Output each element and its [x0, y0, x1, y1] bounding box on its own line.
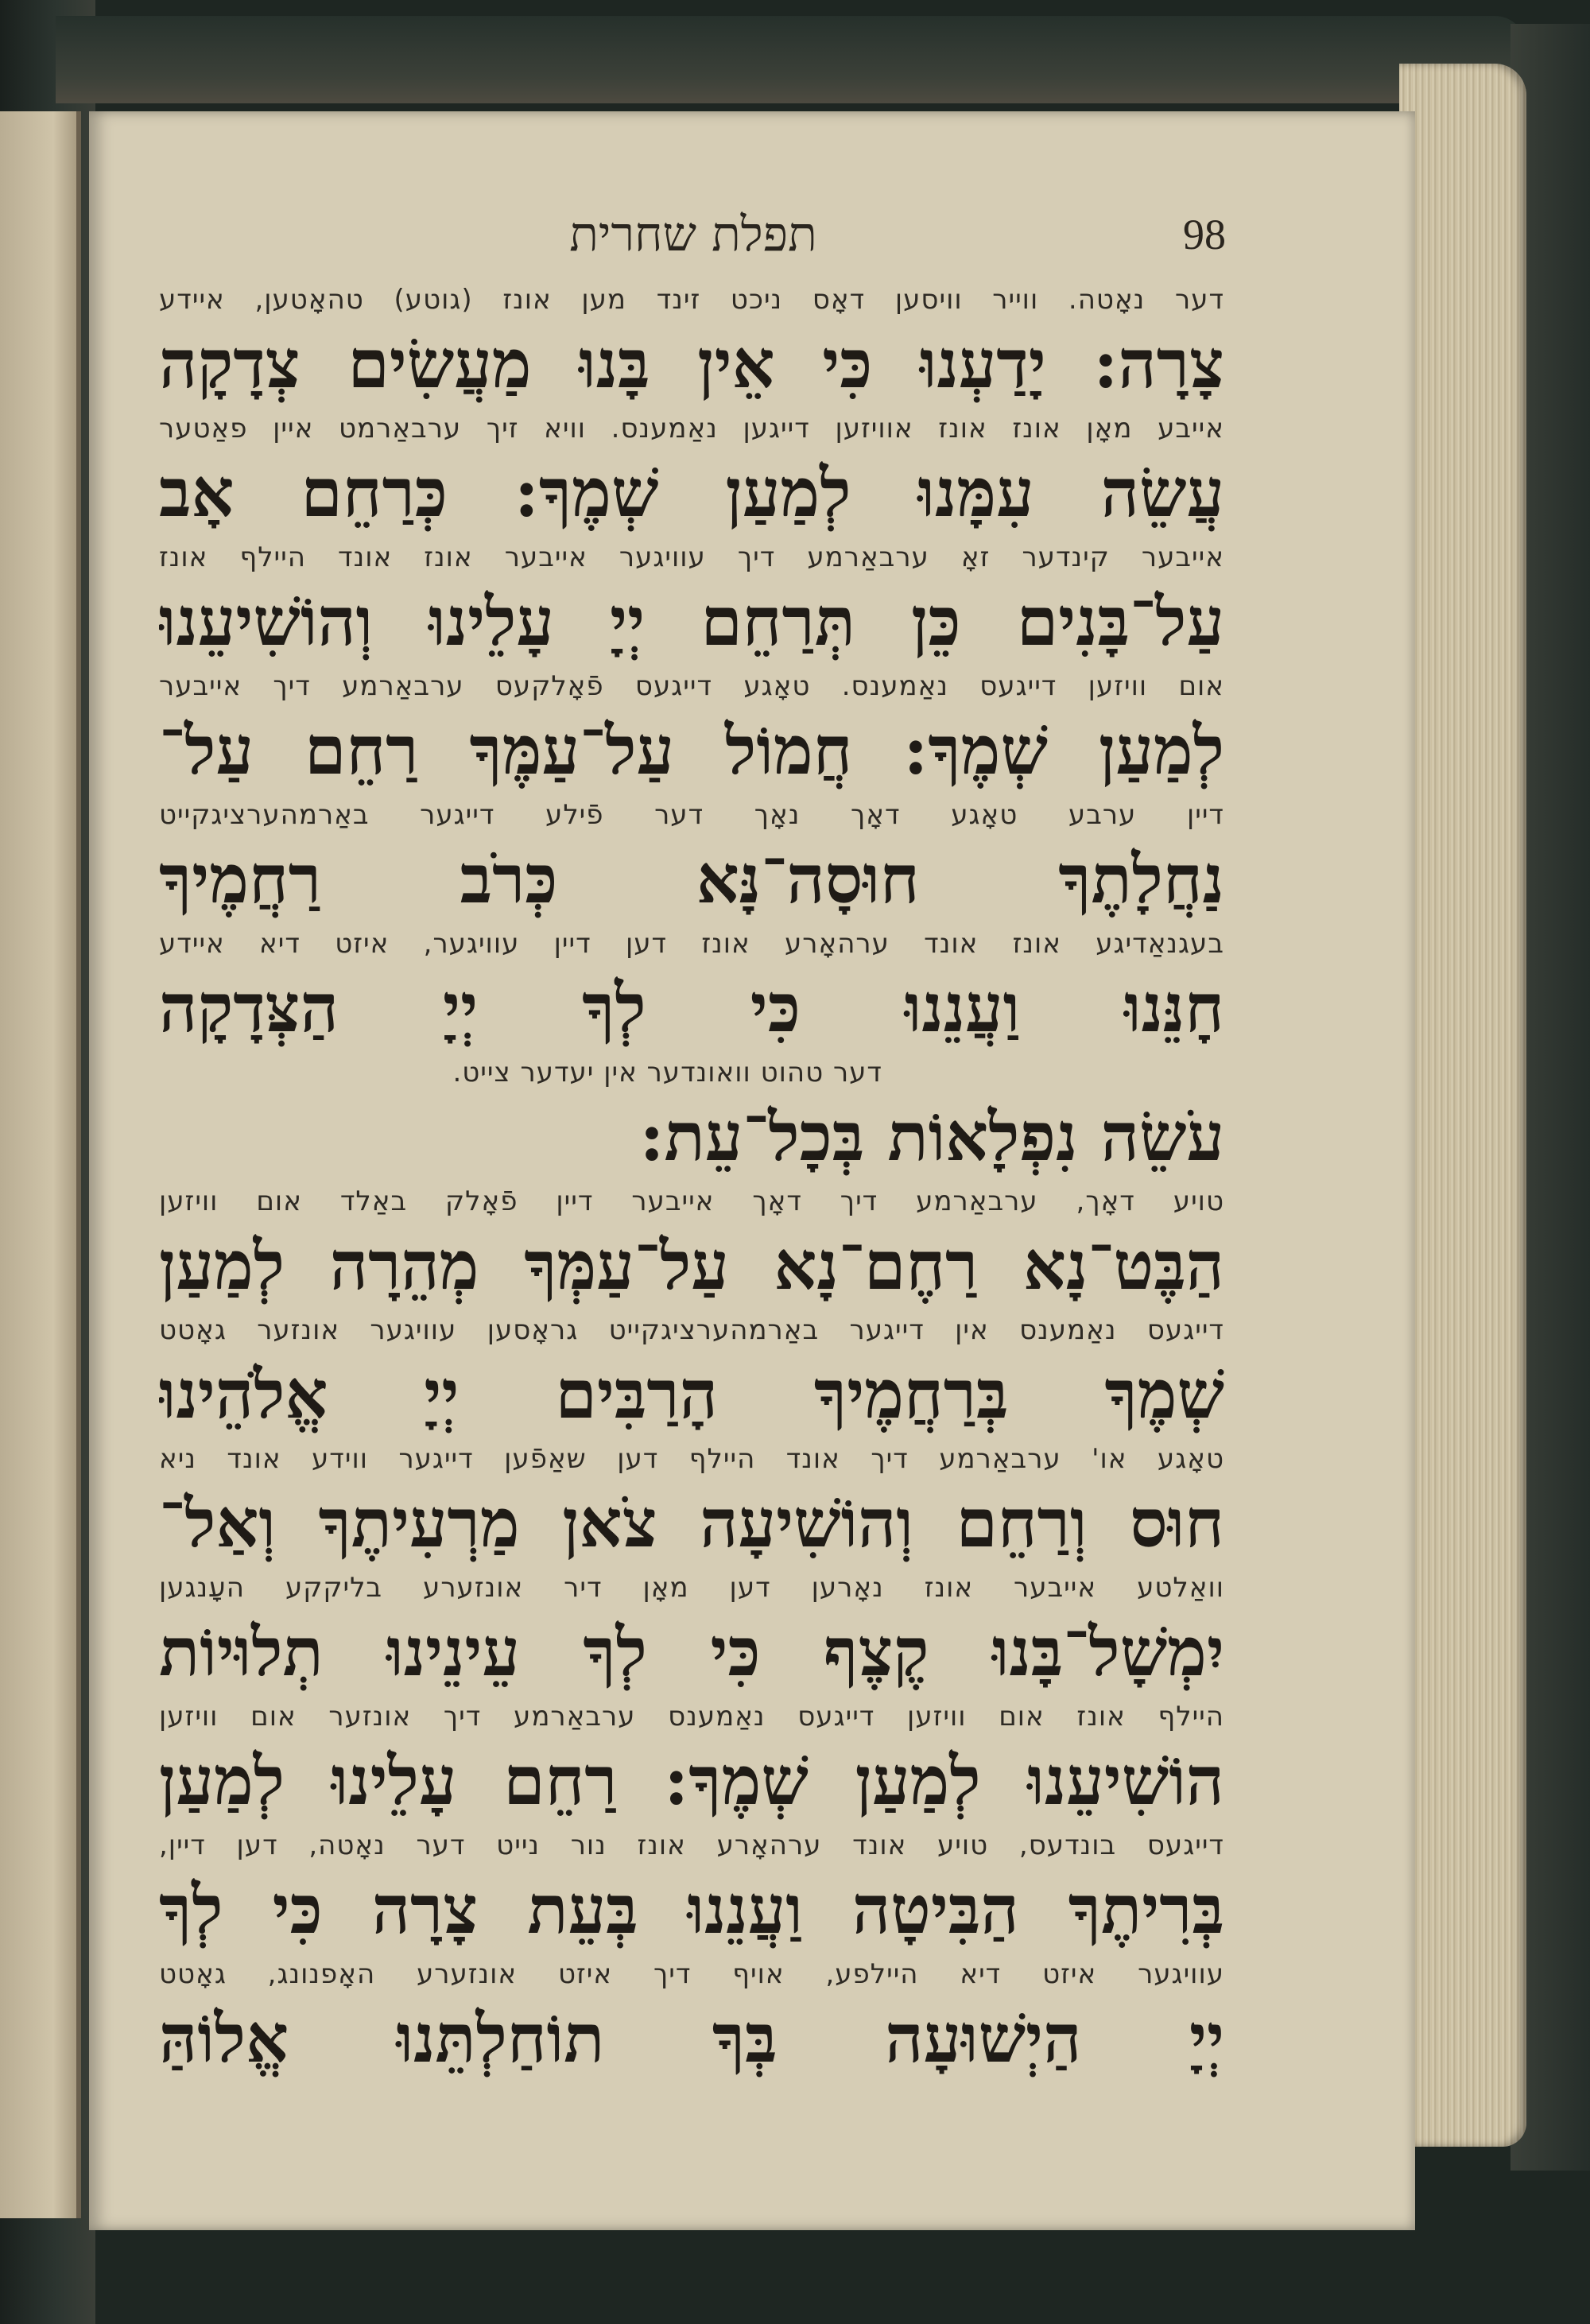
hebrew-prayer-line: עֲשֵׂה עִמָּנוּ לְמַעַן שְׁמֶךָ: כְּרַחֵם אָב	[159, 454, 1224, 532]
hebrew-prayer-line: הַבֶּט־נָא רַחֶם־נָא עַל־עַמְּךָ מְהֵרָה לְמַעַן	[159, 1227, 1224, 1305]
yiddish-translation-line: דייגעס בונדעס, טויע אונד ערהאָרע אונז נור נייט דער נאָטה, דען דיין,	[159, 1829, 1224, 1861]
hebrew-prayer-line: חָנֵּנוּ וַעֲנֵנוּ כִּי לְךָ יְיָ הַצְּדָקָה	[159, 969, 1224, 1047]
hebrew-prayer-line: יִמְשָׁל־בָּנוּ קֶצֶף כִּי לְךָ עֵינֵינוּ תְלוּיוֹת	[159, 1613, 1224, 1691]
page-number: 98	[1183, 211, 1226, 258]
yiddish-translation-line: אום וויזען דייגעס נאַמענס. טאָגע דייגעס פֿאָלקעס ערבאַרמע דיך אייבער	[159, 670, 1224, 702]
hebrew-prayer-line: לְמַעַן שְׁמֶךָ: חֲמוֹל עַל־עַמֶּךָ רַחֵם עַל־	[159, 712, 1224, 790]
book-cover-top	[56, 16, 1526, 103]
yiddish-translation-line: וואַלטע אייבער אונז נאָרען דען מאָן דיר אונזערע בליקקע העָנגען	[159, 1572, 1224, 1604]
hebrew-prayer-line: יְיָ הַיְשׁוּעָה בְּךָ תוֹחַלְתֵּנוּ אֱלוֹהַּ	[159, 2000, 1224, 2078]
prayer-text	[159, 274, 1224, 2078]
hebrew-prayer-line: עֹשֵׂה נִפְלָאוֹת בְּכָל־עֵת:	[639, 1098, 1224, 1176]
yiddish-translation-line: דייגעס נאַמענס אין דייגער באַרמהערציגקייט גראָסען עוויגער אונזער גאָטט	[159, 1314, 1224, 1346]
hebrew-prayer-line: בְּרִיתֶךָ הַבִּיטָה וַעֲנֵנוּ בְּעֵת צָרָה כִּי לְךָ	[159, 1871, 1224, 1949]
hebrew-prayer-line: נַחֲלָתֶךָ חוּסָה־נָּא כְּרֹב רַחֲמֶיךָ	[159, 840, 1224, 918]
page-edges	[1399, 64, 1526, 2147]
yiddish-translation-line: עוויגער איזט דיא היילפע, אויף דיך איזט אונזערע האָפנונג, גאָטט	[159, 1958, 1224, 1990]
hebrew-prayer-line: חוּס וְרַחֵם וְהוֹשִׁיעָה צֹאן מַרְעִיתֶךָ וְאַל־	[159, 1484, 1224, 1562]
hebrew-prayer-line: הוֹשִׁיעֵנוּ לְמַעַן שְׁמֶךָ: רַחֵם עָלֵינוּ לְמַעַן	[159, 1742, 1224, 1820]
page-header	[89, 199, 1226, 270]
yiddish-translation-line: היילף אונז אום וויזען דייגעס נאַמענס ערבאַרמע דיך אונזער אום וויזען	[159, 1701, 1224, 1732]
yiddish-translation-line: בעגנאַדיגע אונז אונד ערהאָרע אונז דען דיין עוויגער, איזט דיא איידע	[159, 928, 1224, 960]
yiddish-translation-line: דער נאָטה. ווייר וויסען דאָס ניכט זינד מען אונז (גוטע) טהאָטען, איידע	[159, 284, 1224, 316]
yiddish-translation-line: טויע דאָך, ערבאַרמע דיך דאָך אייבער דיין פֿאָלק באַלד אום וויזען	[159, 1185, 1224, 1217]
yiddish-translation-line: אייבע מאָן אונז אונז אוויזען דייגען נאַמענס. וויא זיך ערבאַרמט איין פאַטער	[159, 413, 1224, 444]
hebrew-prayer-line: עַל־בָּנִים כֵּן תְּרַחֵם יְיָ עָלֵינוּ וְהוֹשִׁיעֵנוּ	[159, 583, 1224, 661]
yiddish-translation-line: טאָגע או' ערבאַרמע דיך אונד היילף דען שאַפֿען דייגער ווידע אונד ניא	[159, 1443, 1224, 1475]
running-title: תפלת שחרית	[569, 207, 817, 262]
yiddish-translation-line: דיין ערבע טאָגע דאָך נאָך דער פֿילע דייגער באַרמהערציגקייט	[159, 799, 1224, 831]
facing-page-edge	[0, 111, 81, 2218]
yiddish-translation-line: דער טהוט וואונדער אין יעדער צייט.	[452, 1057, 882, 1088]
hebrew-prayer-line: צָרָה: יָדַעְנוּ כִּי אֵין בָּנוּ מַעֲשִׂים צְדָקָה	[159, 325, 1224, 403]
hebrew-prayer-line: שְׁמֶךָ בְּרַחֲמֶיךָ הָרַבִּים יְיָ אֱלֹהֵינוּ	[159, 1356, 1224, 1434]
yiddish-translation-line: אייבער קינדער זאָ ערבאַרמע דיך עוויגער אייבער אונז אונד היילף אונז	[159, 541, 1224, 573]
